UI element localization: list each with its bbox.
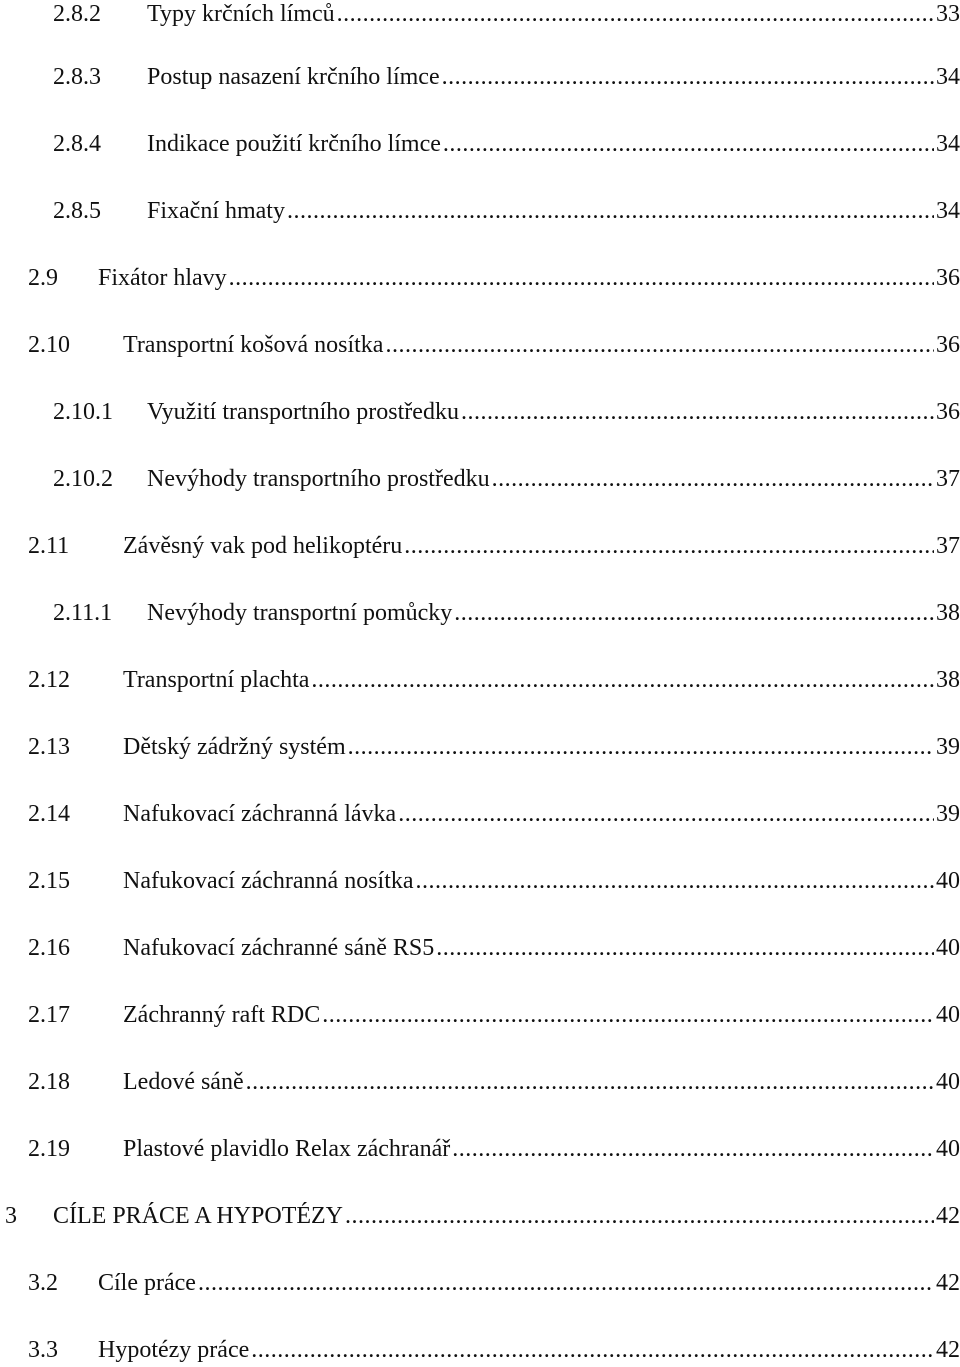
- toc-entry-title: Nevýhody transportní pomůcky: [147, 600, 453, 626]
- toc-entry-title: CÍLE PRÁCE A HYPOTÉZY: [53, 1203, 344, 1229]
- toc-entry-page: 40: [936, 1136, 960, 1162]
- dot-leader: [398, 799, 934, 829]
- toc-entry-title: Transportní plachta: [123, 667, 310, 693]
- toc-entry-page: 37: [936, 466, 960, 492]
- toc-entry-page: 39: [936, 734, 960, 760]
- toc-entry-number: 2.13: [28, 734, 70, 760]
- dot-leader: [198, 1268, 934, 1298]
- toc-entry-page: 40: [936, 1002, 960, 1028]
- toc-entry-title: Nafukovací záchranná lávka: [123, 801, 397, 827]
- toc-entry-number: 2.10.2: [53, 466, 113, 492]
- dot-leader: [416, 866, 934, 896]
- toc-entry-number: 3.3: [28, 1337, 58, 1363]
- dot-leader: [385, 330, 934, 360]
- toc-entry-title: Záchranný raft RDC: [123, 1002, 321, 1028]
- toc-entry[interactable]: [53, 129, 960, 159]
- toc-entry-title: Ledové sáně: [123, 1069, 244, 1095]
- toc-entry-title: Hypotézy práce: [98, 1337, 250, 1363]
- dot-leader: [443, 129, 934, 159]
- toc-entry-number: 2.19: [28, 1136, 70, 1162]
- toc-entry-number: 2.10: [28, 332, 70, 358]
- toc-entry-title: Transportní košová nosítka: [123, 332, 384, 358]
- toc-entry-page: 34: [936, 131, 960, 157]
- toc-entry[interactable]: [28, 732, 960, 762]
- toc-entry[interactable]: [28, 1134, 960, 1164]
- toc-entry-number: 2.11.1: [53, 600, 113, 626]
- toc-entry[interactable]: [53, 0, 960, 29]
- toc-entry-page: 42: [936, 1337, 960, 1363]
- toc-entry[interactable]: [28, 330, 960, 360]
- toc-entry[interactable]: [5, 1201, 960, 1231]
- dot-leader: [337, 0, 934, 29]
- toc-entry-title: Nevýhody transportního prostředku: [147, 466, 490, 492]
- toc-entry-number: 2.10.1: [53, 399, 113, 425]
- toc-entry-number: 2.11: [28, 533, 70, 559]
- toc-entry-title: Nafukovací záchranné sáně RS5: [123, 935, 435, 961]
- toc-entry-number: 2.8.4: [53, 131, 101, 157]
- toc-entry-number: 2.9: [28, 265, 58, 291]
- toc-entry[interactable]: [28, 933, 960, 963]
- dot-leader: [246, 1067, 934, 1097]
- toc-entry[interactable]: [28, 1067, 960, 1097]
- toc-entry-number: 2.8.5: [53, 198, 101, 224]
- toc-entry-page: 42: [936, 1270, 960, 1296]
- toc-entry[interactable]: [28, 799, 960, 829]
- dot-leader: [404, 531, 934, 561]
- toc-entry-title: Dětský zádržný systém: [123, 734, 346, 760]
- toc-entry-title: Nafukovací záchranná nosítka: [123, 868, 414, 894]
- toc-entry-title: Fixátor hlavy: [98, 265, 227, 291]
- toc-entry-title: Indikace použití krčního límce: [147, 131, 441, 157]
- toc-entry[interactable]: [53, 598, 960, 628]
- dot-leader: [311, 665, 934, 695]
- toc-entry[interactable]: [53, 397, 960, 427]
- toc-entry-number: 2.14: [28, 801, 70, 827]
- toc-entry-page: 39: [936, 801, 960, 827]
- dot-leader: [229, 263, 934, 293]
- toc-entry[interactable]: [53, 464, 960, 494]
- toc-entry[interactable]: [28, 1335, 960, 1365]
- toc-entry-number: 3: [5, 1203, 17, 1229]
- toc-entry-page: 38: [936, 600, 960, 626]
- dot-leader: [345, 1201, 934, 1231]
- toc-entry-page: 36: [936, 399, 960, 425]
- dot-leader: [348, 732, 934, 762]
- toc-entry[interactable]: [28, 665, 960, 695]
- toc-entry-number: 2.12: [28, 667, 70, 693]
- toc-entry[interactable]: [28, 263, 960, 293]
- toc-entry-title: Využití transportního prostředku: [147, 399, 459, 425]
- toc-entry-page: 36: [936, 265, 960, 291]
- dot-leader: [454, 598, 934, 628]
- toc-entry-title: Typy krčních límců: [147, 1, 335, 27]
- dot-leader: [452, 1134, 934, 1164]
- toc-entry-page: 42: [936, 1203, 960, 1229]
- dot-leader: [251, 1335, 934, 1365]
- dot-leader: [442, 62, 934, 92]
- toc-entry-page: 36: [936, 332, 960, 358]
- toc-entry-page: 34: [936, 64, 960, 90]
- toc-entry-page: 40: [936, 868, 960, 894]
- toc-entry-page: 40: [936, 935, 960, 961]
- toc-entry-page: 37: [936, 533, 960, 559]
- dot-leader: [492, 464, 934, 494]
- dot-leader: [461, 397, 934, 427]
- toc-entry-number: 2.16: [28, 935, 70, 961]
- toc-entry-title: Plastové plavidlo Relax záchranář: [123, 1136, 451, 1162]
- toc-entry-page: 33: [936, 1, 960, 27]
- toc-entry-number: 3.2: [28, 1270, 58, 1296]
- toc-entry-title: Závěsný vak pod helikoptéru: [123, 533, 403, 559]
- toc-entry[interactable]: [28, 1000, 960, 1030]
- toc-entry[interactable]: [28, 1268, 960, 1298]
- toc-entry-title: Postup nasazení krčního límce: [147, 64, 440, 90]
- toc-entry-number: 2.17: [28, 1002, 70, 1028]
- toc-entry[interactable]: [53, 62, 960, 92]
- toc-entry-number: 2.8.2: [53, 1, 101, 27]
- toc-entry-number: 2.15: [28, 868, 70, 894]
- toc-entry-title: Cíle práce: [98, 1270, 196, 1296]
- toc-entry-number: 2.8.3: [53, 64, 101, 90]
- dot-leader: [322, 1000, 934, 1030]
- toc-entry-page: 38: [936, 667, 960, 693]
- toc-entry-title: Fixační hmaty: [147, 198, 285, 224]
- toc-entry-page: 40: [936, 1069, 960, 1095]
- toc-entry[interactable]: [53, 196, 960, 226]
- toc-entry-page: 34: [936, 198, 960, 224]
- dot-leader: [436, 933, 934, 963]
- toc-entry[interactable]: [28, 866, 960, 896]
- toc-entry[interactable]: [28, 531, 960, 561]
- dot-leader: [287, 196, 934, 226]
- toc-entry-number: 2.18: [28, 1069, 70, 1095]
